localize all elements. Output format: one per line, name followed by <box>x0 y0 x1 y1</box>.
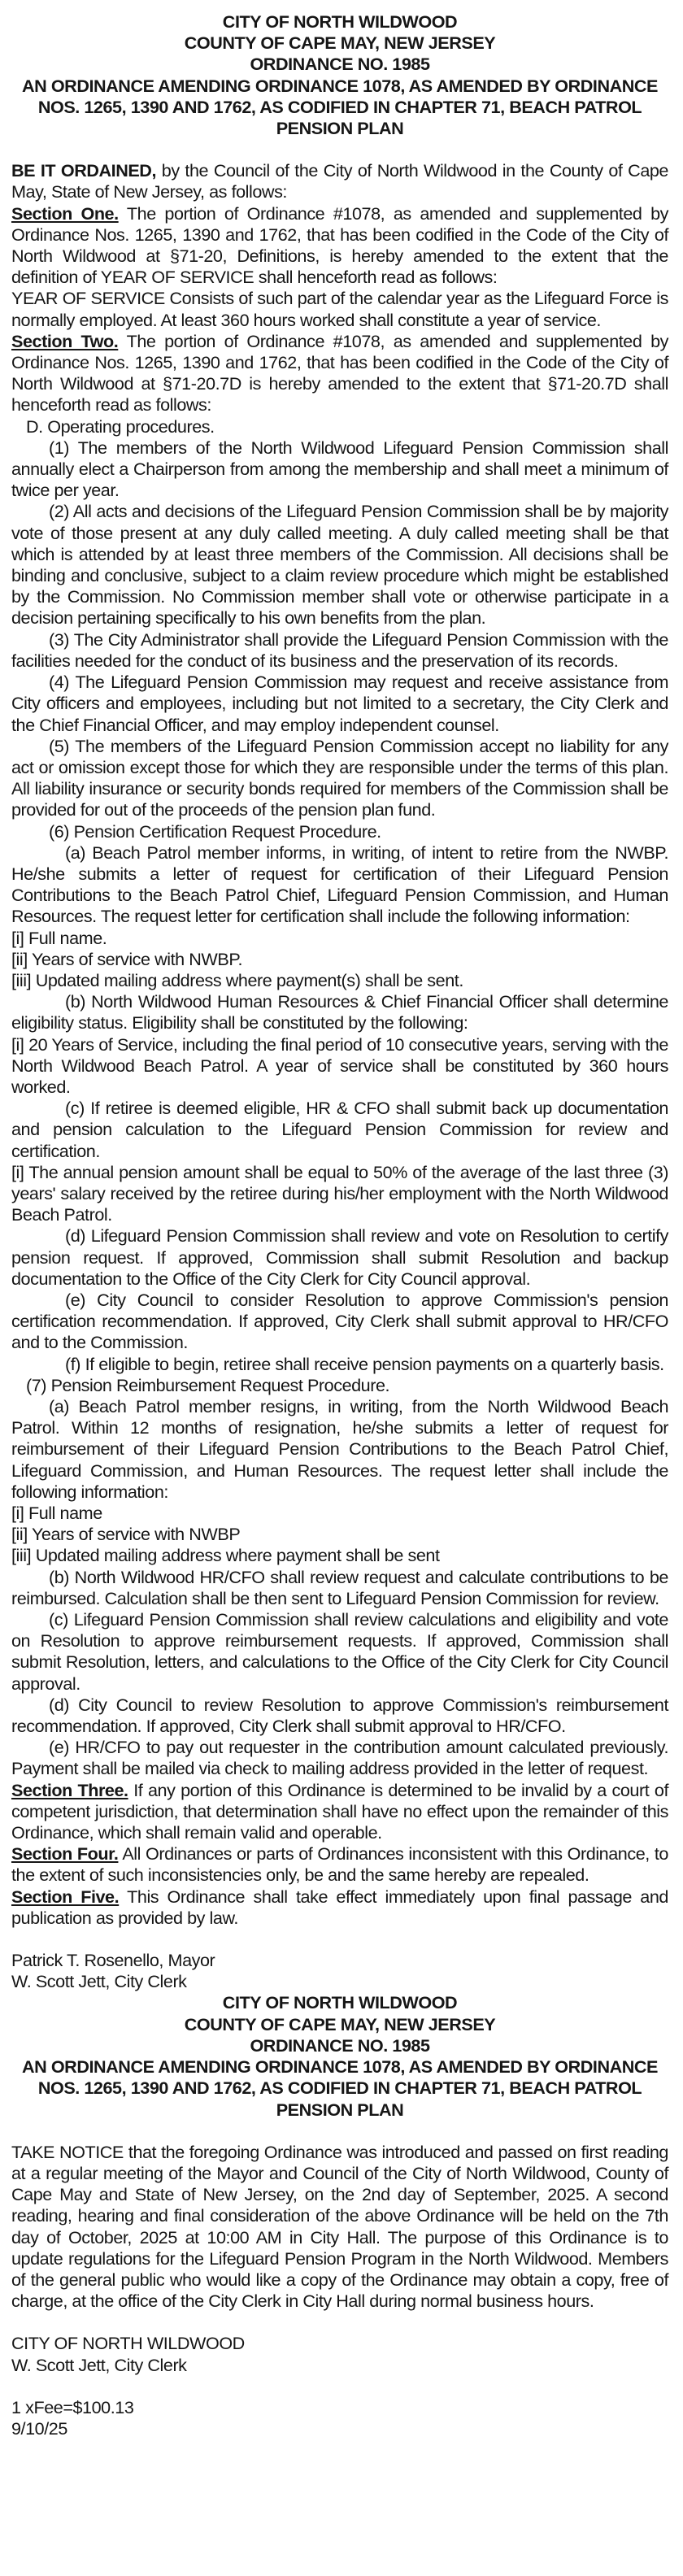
section-three-label: Section Three. <box>11 1779 128 1800</box>
procedure-6b: (b) North Wildwood Human Resources & Chief Financial Officer shall determine eligibility status. Eligibility shall be constituted by the following: <box>11 991 668 1033</box>
procedure-7d: (d) City Council to review Resolution to approve Commission's reimbursement recommendation. If approved, City Clerk shall submit approval to HR/CFO. <box>11 1694 668 1737</box>
section-one-label: Section One. <box>11 202 119 224</box>
procedure-6c-item-i: [i] The annual pension amount shall be equal to 50% of the average of the last three (3) years' salary received by the retiree during his/her employment with the North Wildwood Beach Patrol. <box>11 1161 668 1225</box>
section-two <box>11 331 668 416</box>
procedure-6a-item-iii: [iii] Updated mailing address where payment(s) shall be sent. <box>11 969 463 990</box>
ordinance-number: ORDINANCE NO. 1985 <box>250 54 430 75</box>
section-one-text: The portion of Ordinance #1078, as amended and supplemented by Ordinance Nos. 1265, 1390 and 1762, that has been codified in the Code of the City of North Wildwood at §71-20, Definitions, is hereby amended to the extent that the definition of YEAR OF SERVICE shall henceforth read as follows: <box>11 202 668 288</box>
procedure-7a-item-i: [i] Full name <box>11 1503 102 1524</box>
procedure-7a: (a) Beach Patrol member resigns, in writing, from the North Wildwood Beach Patrol. Within 12 months of resignation, he/she submits a letter of request for reimbursement of their Lifeguard Pension Contributions to the Beach Patrol Chief, Lifeguard Commission, and Human Resources. The request letter shall include the following information: <box>11 1396 668 1502</box>
notice-clerk-signature: W. Scott Jett, City Clerk <box>11 2354 187 2375</box>
procedure-3: (3) The City Administrator shall provide the Lifeguard Pension Commission with the facilities needed for the conduct of its business and the preservation of its records. <box>11 629 668 671</box>
mayor-signature: Patrick T. Rosenello, Mayor <box>11 1950 215 1971</box>
ordained-lead: BE IT ORDAINED, <box>11 160 157 181</box>
operating-procedures-heading: D. Operating procedures. <box>26 416 215 437</box>
procedure-6a-item-i: [i] Full name. <box>11 927 107 948</box>
procedure-7e: (e) HR/CFO to pay out requester in the contribution amount calculated previously. Payment shall be mailed via check to mailing address provided in the letter of request. <box>11 1737 668 1779</box>
notice-city-name: CITY OF NORTH WILDWOOD <box>222 1992 458 2013</box>
procedure-1: (1) The members of the North Wildwood Lifeguard Pension Commission shall annually elect a Chairperson from among the membership and shall meet a minimum of twice per year. <box>11 437 668 501</box>
procedure-6a-item-ii: [ii] Years of service with NWBP. <box>11 948 243 969</box>
procedure-6b-item-i: [i] 20 Years of Service, including the final period of 10 consecutive years, serving with the North Wildwood Beach Patrol. A year of service shall be constituted by 360 hours worked. <box>11 1033 668 1097</box>
procedure-5: (5) The members of the Lifeguard Pension Commission accept no liability for any act or omission except those for which they are responsible under the terms of this plan. All liability insurance or security bonds required for members of the Commission shall be provided for out of the proceeds of the pension plan fund. <box>11 735 668 820</box>
clerk-signature: W. Scott Jett, City Clerk <box>11 1971 187 1992</box>
section-two-label: Section Two. <box>11 330 119 351</box>
procedure-6a: (a) Beach Patrol member informs, in writing, of intent to retire from the NWBP. He/she submits a letter of request for certification of their Lifeguard Pension Contributions to the Beach Patrol Chief, Lifeguard Pension Commission, and Human Resources. The request letter for certification shall include the following information: <box>11 842 668 927</box>
city-name: CITY OF NORTH WILDWOOD <box>222 11 458 32</box>
section-four-text: All Ordinances or parts of Ordinances inconsistent with this Ordinance, to the extent of such inconsistencies only, be and the same hereby are repealed. <box>11 1843 668 1886</box>
procedure-7a-item-iii: [iii] Updated mailing address where payment shall be sent <box>11 1545 440 1566</box>
section-four <box>11 1843 668 1886</box>
section-three-text: If any portion of this Ordinance is determined to be invalid by a court of competent jurisdiction, that determination shall have no effect upon the remainder of this Ordinance, which shall remain valid and operable. <box>11 1779 668 1843</box>
procedure-7b: (b) North Wildwood HR/CFO shall review request and calculate contributions to be reimbursed. Calculation shall be then sent to Lifeguard Pension Commission for review. <box>11 1566 668 1608</box>
procedure-2: (2) All acts and decisions of the Lifeguard Pension Commission shall be by majority vote of those present at any duly called meeting. A duly called meeting shall be that which is attended by at least three members of the Commission. All decisions shall be binding and conclusive, subject to a claim review procedure which might be established by the Commission. No Commission member shall vote or otherwise participate in a decision pertaining specifically to his own benefits from the plan. <box>11 501 668 629</box>
section-five <box>11 1886 668 1929</box>
procedure-6f: (f) If eligible to begin, retiree shall receive pension payments on a quarterly basis. <box>65 1353 664 1374</box>
notice-ordinance-number: ORDINANCE NO. 1985 <box>250 2034 430 2056</box>
section-five-label: Section Five. <box>11 1886 120 1907</box>
ordinance-header <box>11 11 668 139</box>
publication-date: 9/10/25 <box>11 2417 67 2439</box>
ordained-text: by the Council of the City of North Wildwood in the County of Cape May, State of New Jersey, as follows: <box>11 160 668 202</box>
section-four-label: Section Four. <box>11 1843 119 1865</box>
take-notice-paragraph: TAKE NOTICE that the foregoing Ordinance was introduced and passed on first reading at a regular meeting of the Mayor and Council of the City of North Wildwood, County of Cape May and State of New Jersey, on the 2nd day of September, 2025. A second reading, hearing and final consideration of the above Ordinance will be held on the 7th day of October, 2025 at 10:00 AM in City Hall. The purpose of this Ordinance is to update regulations for the Lifeguard Pension Program in the North Wildwood. Members of the general public who would like a copy of the Ordinance may obtain a copy, free of charge, at the office of the City Clerk in City Hall during normal business hours. <box>11 2141 668 2312</box>
county-name: COUNTY OF CAPE MAY, NEW JERSEY <box>184 33 496 54</box>
procedure-6: (6) Pension Certification Request Procedure. <box>49 820 381 842</box>
procedure-6e: (e) City Council to consider Resolution to approve Commission's pension certification recommendation. If approved, City Clerk shall submit approval to HR/CFO and to the Commission. <box>11 1289 668 1353</box>
notice-county-name: COUNTY OF CAPE MAY, NEW JERSEY <box>184 2013 496 2034</box>
year-of-service-definition: YEAR OF SERVICE Consists of such part of the calendar year as the Lifeguard Force is normally employed. At least 360 hours worked shall constitute a year of service. <box>11 288 668 330</box>
procedure-6c: (c) If retiree is deemed eligible, HR & CFO shall submit back up documentation and pension calculation to the Lifeguard Pension Commission for review and certification. <box>11 1098 668 1161</box>
procedure-7: (7) Pension Reimbursement Request Procedure. <box>26 1374 390 1395</box>
section-five-text: This Ordinance shall take effect immediately upon final passage and publication as provided by law. <box>11 1886 668 1928</box>
procedure-4: (4) The Lifeguard Pension Commission may request and receive assistance from City officers and employees, including but not limited to a secretary, the City Clerk and the Chief Financial Officer, and may employ independent counsel. <box>11 672 668 735</box>
ordinance-title: AN ORDINANCE AMENDING ORDINANCE 1078, AS AMENDED BY ORDINANCE NOS. 1265, 1390 AND 1762, AS CODIFIED IN CHAPTER 71, BEACH PATROL PENSION PLAN <box>22 75 658 139</box>
notice-ordinance-title: AN ORDINANCE AMENDING ORDINANCE 1078, AS AMENDED BY ORDINANCE NOS. 1265, 1390 AND 1762, AS CODIFIED IN CHAPTER 71, BEACH PATROL PENSION PLAN <box>22 2056 658 2120</box>
notice-city-signature: CITY OF NORTH WILDWOOD <box>11 2333 245 2354</box>
section-two-text: The portion of Ordinance #1078, as amended and supplemented by Ordinance Nos. 1265, 1390 and 1762, that has been codified in the Code of the City of North Wildwood at §71-20.7D is hereby amended to the extent that §71-20.7D shall henceforth read as follows: <box>11 330 669 416</box>
section-one <box>11 203 668 289</box>
publication-fee: 1 xFee=$100.13 <box>11 2396 134 2417</box>
procedure-7c: (c) Lifeguard Pension Commission shall review calculations and eligibility and vote on Resolution to approve reimbursement requests. If approved, Commission shall submit Resolution, letters, and calculations to the Office of the City Clerk for City Council approval. <box>11 1609 668 1694</box>
section-three <box>11 1780 668 1844</box>
procedure-7a-item-ii: [ii] Years of service with NWBP <box>11 1524 241 1545</box>
procedure-6d: (d) Lifeguard Pension Commission shall review and vote on Resolution to certify pension request. If approved, Commission shall submit Resolution and backup documentation to the Office of the City Clerk for City Council approval. <box>11 1225 668 1289</box>
notice-header <box>11 1992 668 2120</box>
ordained-paragraph <box>11 160 668 202</box>
